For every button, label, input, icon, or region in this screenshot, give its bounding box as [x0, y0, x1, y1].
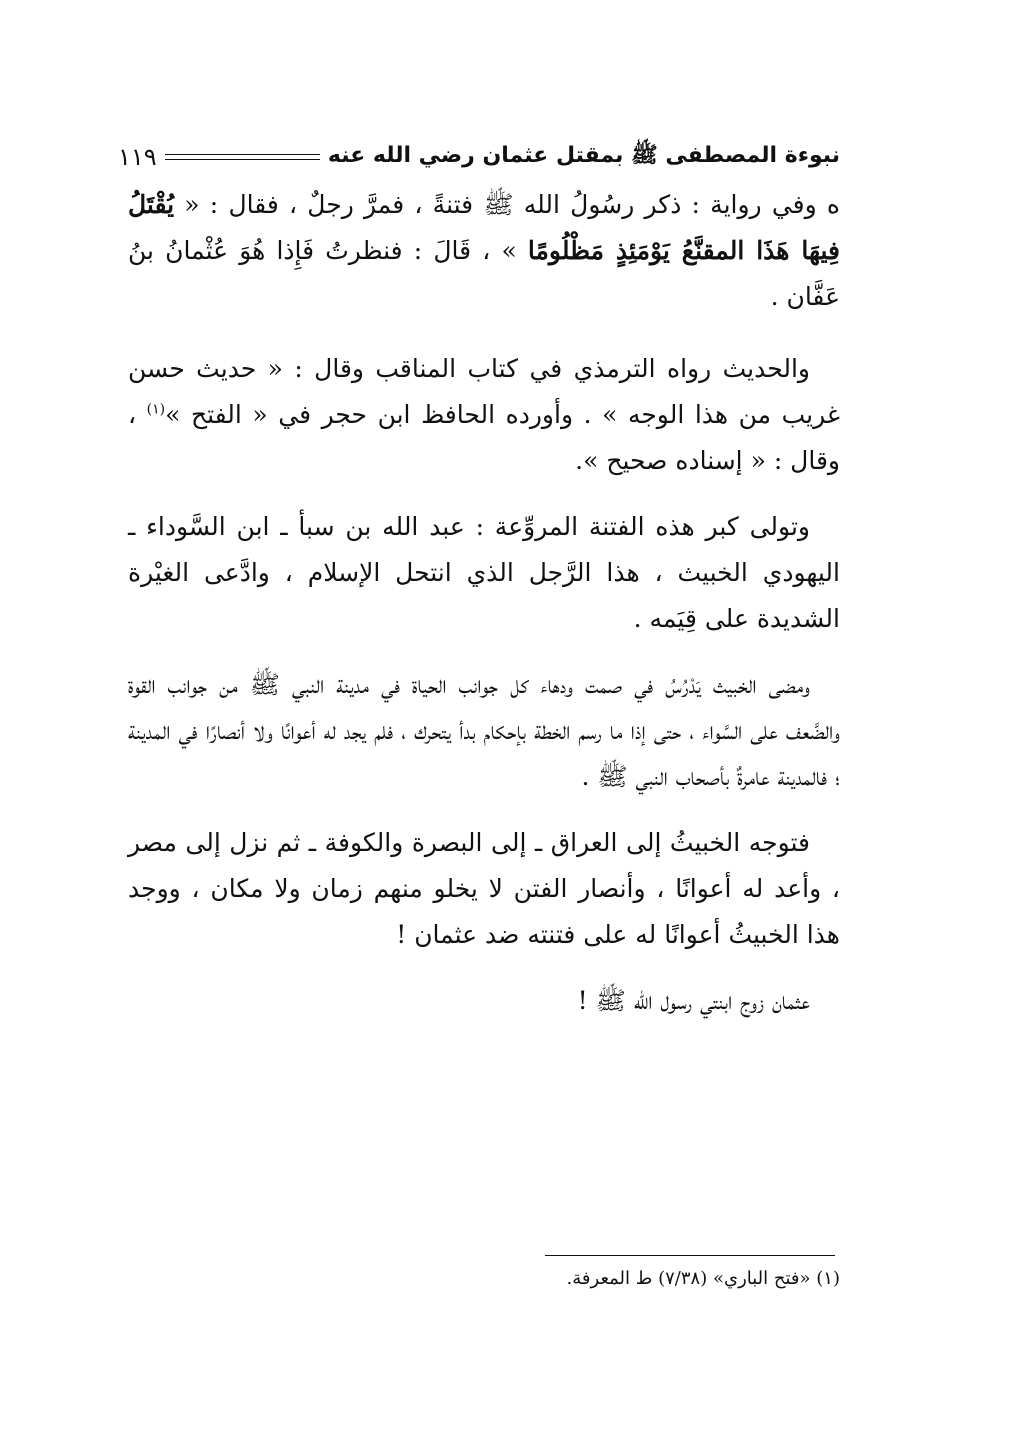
footnote-ref: (١) [146, 401, 166, 418]
body-text [128, 182, 840, 1044]
paragraph-5: فتوجه الخبيثُ إلى العراق ـ إلى البصرة والكوفة ـ ثم نزل إلى مصر ، وأعد له أعوانًا ، وأنصار الفتن لا يخلو منهم زمان ولا مكان ، ووجد هذا الخبيثُ أعوانًا له على فتنته ضد عثمان ! [128, 828, 840, 949]
paragraph-4: ومضى الخبيث يَدْرُسُ في صمت ودهاء كل جوانب الحياة في مدينة النبي ﷺ من جوانب القوة والضَّعف على السَّواء ، حتى إذا ما رسم الخطة بإحكام بدأ يتحرك ، فلم يجد له أعوانًا ولا أنصارًا في المدينة ؛ فالمدينة عامرةٌ بأصحاب النبي ﷺ . [128, 670, 840, 791]
paragraph-2-tail: ، وقال : « إسناده صحيح ». [128, 400, 840, 475]
paragraph-1-text: ه وفي رواية : ذكر رسُولُ الله ﷺ فتنةً ، فمرَّ رجلٌ ، فقال : « [174, 190, 840, 219]
paragraph-6: عثمان زوج ابنتي رسول الله ﷺ ! [577, 986, 810, 1015]
paragraph-2 [128, 346, 840, 484]
running-header [118, 140, 840, 174]
header-rule [165, 154, 320, 160]
paragraph-2-text: والحديث رواه الترمذي في كتاب المناقب وقال : « حديث حسن غريب من هذا الوجه » . وأورده الحافظ ابن حجر في « الفتح » [128, 354, 841, 429]
footnote: (١) «فتح الباري» (٧/٣٨) ط المعرفة. [566, 1268, 840, 1289]
footnote-rule [545, 1255, 835, 1256]
page-number: ١١٩ [118, 143, 157, 171]
paragraph-1 [128, 182, 840, 320]
header-title: نبوءة المصطفى ﷺ بمقتل عثمان رضي الله عنه [327, 143, 840, 168]
paragraph-3: وتولى كبر هذه الفتنة المروِّعة : عبد الله بن سبأ ـ ابن السَّوداء ـ اليهودي الخبيث ، هذا الرَّجل الذي انتحل الإسلام ، وادَّعى الغيْرة الشديدة على قِيَمه . [128, 512, 840, 633]
paragraph-1-quote: يُقْتَلُ فِيهَا هَذَا المقنَّعُ يَوْمَئِذٍ مَظْلُومًا [128, 190, 840, 265]
paragraph-1-tail: » ، قَالَ : فنظرتُ فَإِذا هُوَ عُثْمانُ بنُ عَفَّان . [128, 236, 840, 311]
